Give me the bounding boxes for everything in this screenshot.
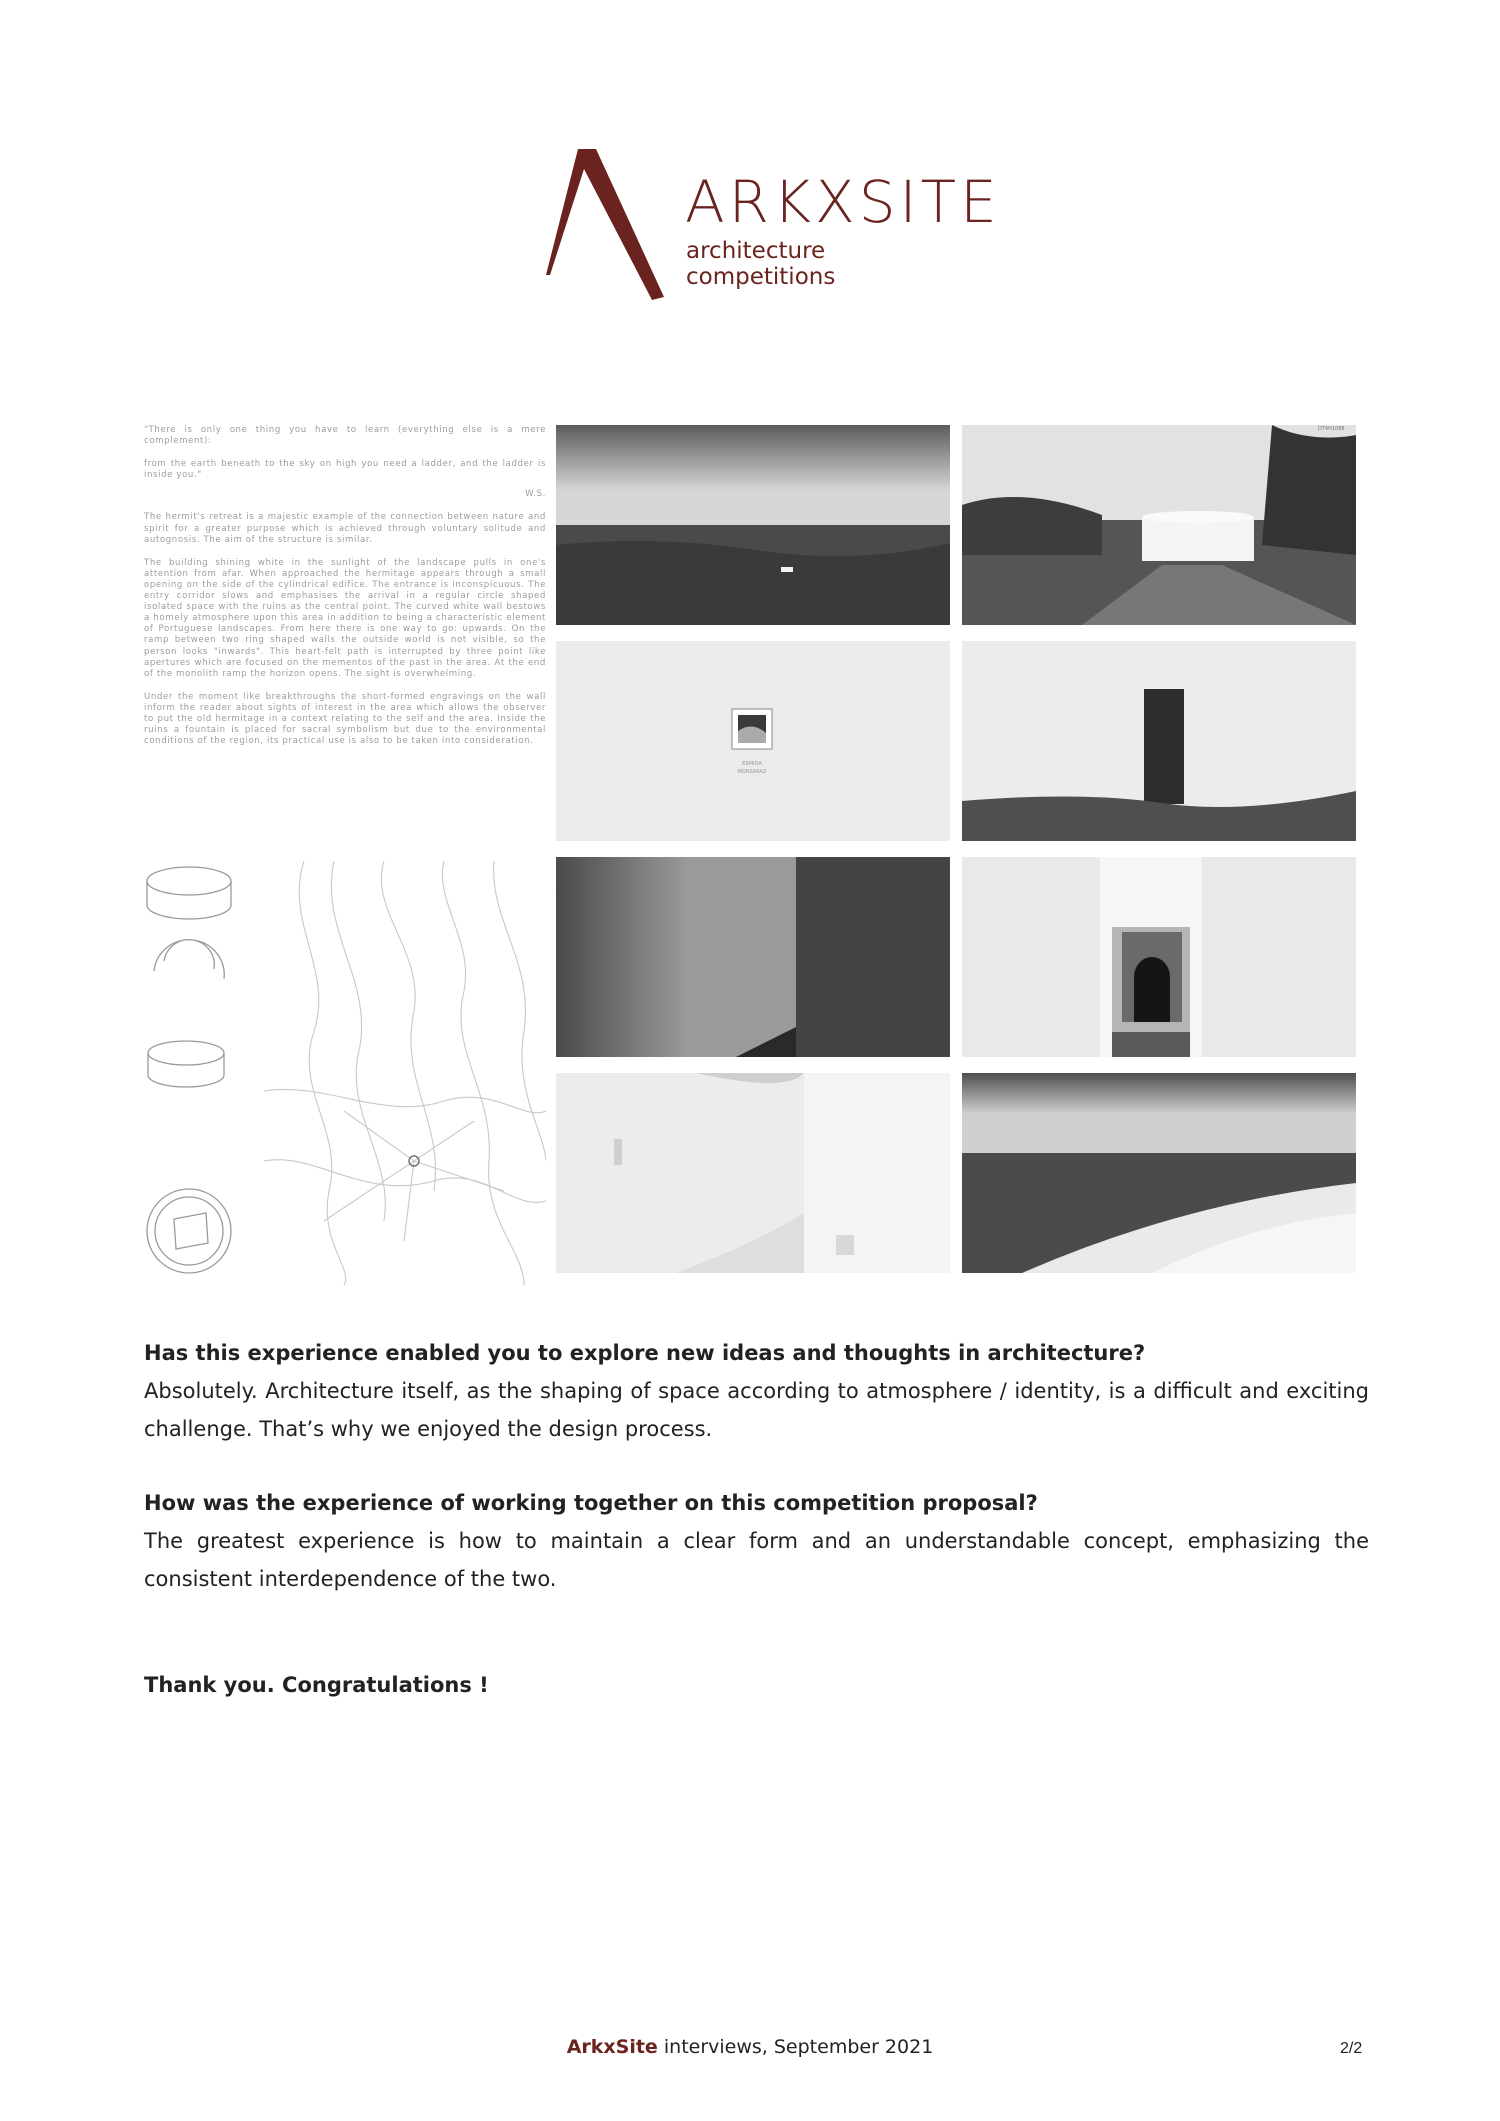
board-quote-author: W.S. xyxy=(525,489,546,500)
arkxsite-logo-mark-icon xyxy=(540,145,670,300)
interview-answer-1: Absolutely. Architecture itself, as the shaping of space according to atmosphere / identity, is a difficult and exciting challenge. That’s why we enjoyed the design process. xyxy=(144,1379,1369,1441)
engraving-line-2: MONSARAZ xyxy=(737,769,767,775)
page-number: 2/2 xyxy=(1340,2040,1363,2057)
board-code: DT4H1088 xyxy=(1318,426,1345,432)
footer-text: interviews, September 2021 xyxy=(657,2036,934,2058)
rooftop-horizon-photo xyxy=(962,1073,1356,1273)
corridor-photo xyxy=(556,857,950,1057)
engraving-line-1: ERMIDA xyxy=(742,761,762,767)
interior-ramp-photo xyxy=(556,1073,950,1273)
interview-block-2 xyxy=(144,1484,1369,1598)
board-description xyxy=(144,425,546,825)
board-quote-line-1: "There is only one thing you have to learn (everything else is a mere complement): xyxy=(144,425,546,447)
ruins-view-photo xyxy=(962,857,1356,1057)
entrance-photo xyxy=(962,641,1356,841)
interview-question-1: Has this experience enabled you to explore new ideas and thoughts in architecture? xyxy=(144,1341,1146,1365)
board-paragraph-2: The building shining white in the sunlight of the landscape pulls in one's attention from afar. When approached the hermitage appears through a small opening on the side of the cylindrical edifice. The entrance is inconspicuous. The entry corridor slows and emphasises the arrival in a regular circle shaped isolated space with the ruins as the central point. The curved white wall bestows a homely atmosphere upon this area in addition to being a characteristic element of Portuguese landscapes. From here there is one way to go: upwards. On the ramp between two ring shaped walls the outside world is not visible, so the person looks "inwards". This heart-felt path is interrupted by three point like apertures which are focused on the mementos of the past in the area. At the end of the monolith ramp the horizon opens. The sight is overwhelming. xyxy=(144,557,546,679)
competition-board xyxy=(144,425,1369,1285)
interview-answer-2: The greatest experience is how to maintain a clear form and an understandable concept, emphasizing the consistent interdependence of the two. xyxy=(144,1529,1369,1591)
board-quote-line-2: from the earth beneath to the sky on high you need a ladder, and the ladder is inside you." xyxy=(144,459,546,481)
board-diagrams xyxy=(144,861,546,1285)
logo-tagline: architecture competitions xyxy=(686,238,836,290)
arkxsite-logo xyxy=(540,145,1001,305)
closing-line: Thank you. Congratulations ! xyxy=(144,1673,489,1697)
footer xyxy=(0,2036,1500,2058)
logo-wordmark: ARKXSITE xyxy=(685,168,1001,236)
interview-question-2: How was the experience of working together on this competition proposal? xyxy=(144,1491,1038,1515)
hermitage-exterior-photo xyxy=(962,425,1356,625)
axonometric-diagrams-icon xyxy=(144,861,546,1285)
board-paragraph-1: The hermit's retreat is a majestic example of the connection between nature and spirit for a greater purpose which is achieved through voluntary solitude and autognosis. The aim of the structure is similar. xyxy=(144,512,546,545)
board-paragraph-3: Under the moment like breakthroughs the short-formed engravings on the wall inform the reader about sights of interest in the area which allows the observer to put the old hermitage in a context relating to the self and the area. Inside the ruins a fountain is placed for sacral symbolism but due to the environmental conditions of the region, its practical use is also to be taken into consideration. xyxy=(144,691,546,747)
landscape-photo xyxy=(556,425,950,625)
engraving-wall-photo xyxy=(556,641,950,841)
footer-brand: ArkxSite xyxy=(566,2036,658,2058)
interview-block-1 xyxy=(144,1334,1369,1448)
